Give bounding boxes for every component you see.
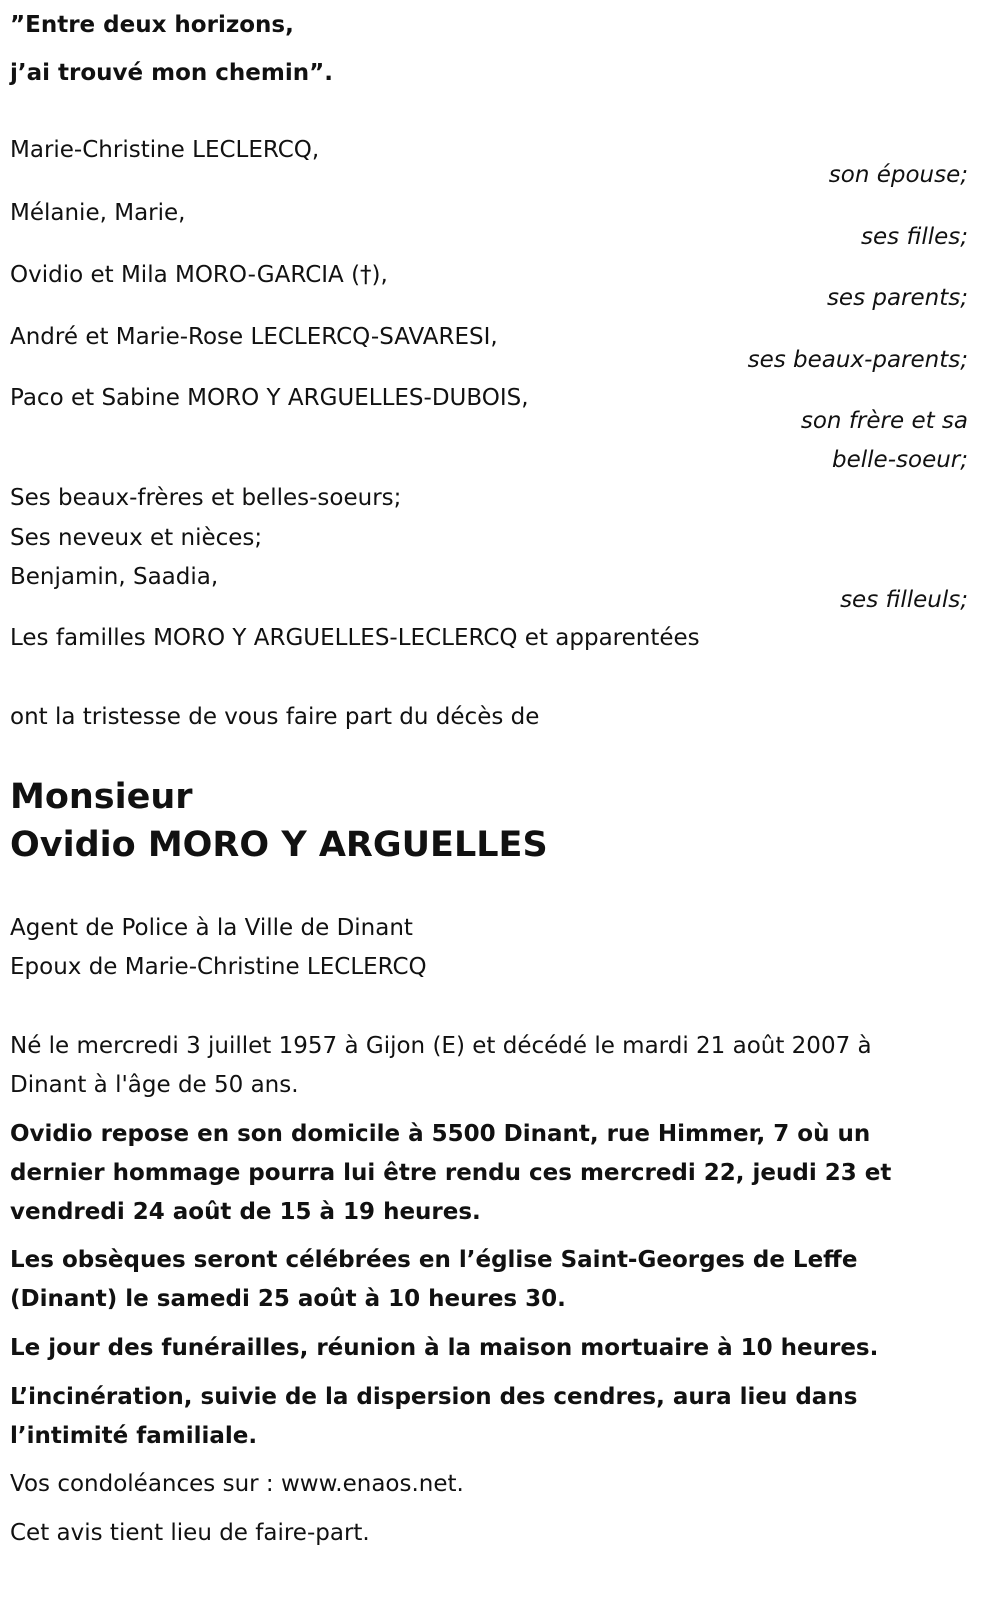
family-name: André et Marie-Rose LECLERCQ-SAVARESI, [10,324,498,350]
family-relation: belle-soeur; [832,447,968,473]
deceased-name: Ovidio MORO Y ARGUELLES [10,825,548,865]
detail-line: vendredi 24 août de 15 à 19 heures. [10,1199,481,1225]
family-name: Mélanie, Marie, [10,200,186,226]
family-relation: son frère et sa [800,408,968,434]
announcement: ont la tristesse de vous faire part du décès de [10,704,540,730]
detail-line: l’intimité familiale. [10,1423,258,1449]
family-relation: ses filles; [861,224,968,250]
detail-line: (Dinant) le samedi 25 août à 10 heures 30. [10,1286,566,1312]
detail-line: Les obsèques seront célébrées en l’église Saint-Georges de Leffe [10,1247,858,1273]
family-name: Paco et Sabine MORO Y ARGUELLES-DUBOIS, [10,385,529,411]
other-relatives: Ses neveux et nièces; [10,525,263,551]
quote-line: ”Entre deux horizons, [10,12,294,38]
family-name: Marie-Christine LECLERCQ, [10,137,320,163]
deceased-title: Monsieur [10,777,193,817]
families-line: Les familles MORO Y ARGUELLES-LECLERCQ et apparentées [10,625,700,651]
family-relation: son épouse; [828,162,968,188]
detail-line: Le jour des funérailles, réunion à la maison mortuaire à 10 heures. [10,1335,879,1361]
condolences-line: Vos condoléances sur : www.enaos.net. [10,1471,464,1497]
family-relation: ses parents; [826,285,968,311]
detail-line: dernier hommage pourra lui être rendu ces mercredi 22, jeudi 23 et [10,1160,892,1186]
detail-line: L’incinération, suivie de la dispersion des cendres, aura lieu dans [10,1384,858,1410]
family-name: Ovidio et Mila MORO-GARCIA (†), [10,262,388,288]
detail-line: Ovidio repose en son domicile à 5500 Dinant, rue Himmer, 7 où un [10,1121,871,1147]
spouse-line: Epoux de Marie-Christine LECLERCQ [10,954,427,980]
footer-note: Cet avis tient lieu de faire-part. [10,1520,370,1546]
other-relatives: Ses beaux-frères et belles-soeurs; [10,485,402,511]
birth-death: Dinant à l'âge de 50 ans. [10,1072,299,1098]
occupation: Agent de Police à la Ville de Dinant [10,915,413,941]
other-relatives: Benjamin, Saadia, [10,564,219,590]
quote-line: j’ai trouvé mon chemin”. [10,60,333,86]
family-relation: ses filleuls; [840,587,968,613]
family-relation: ses beaux-parents; [747,347,968,373]
birth-death: Né le mercredi 3 juillet 1957 à Gijon (E) et décédé le mardi 21 août 2007 à [10,1033,872,1059]
